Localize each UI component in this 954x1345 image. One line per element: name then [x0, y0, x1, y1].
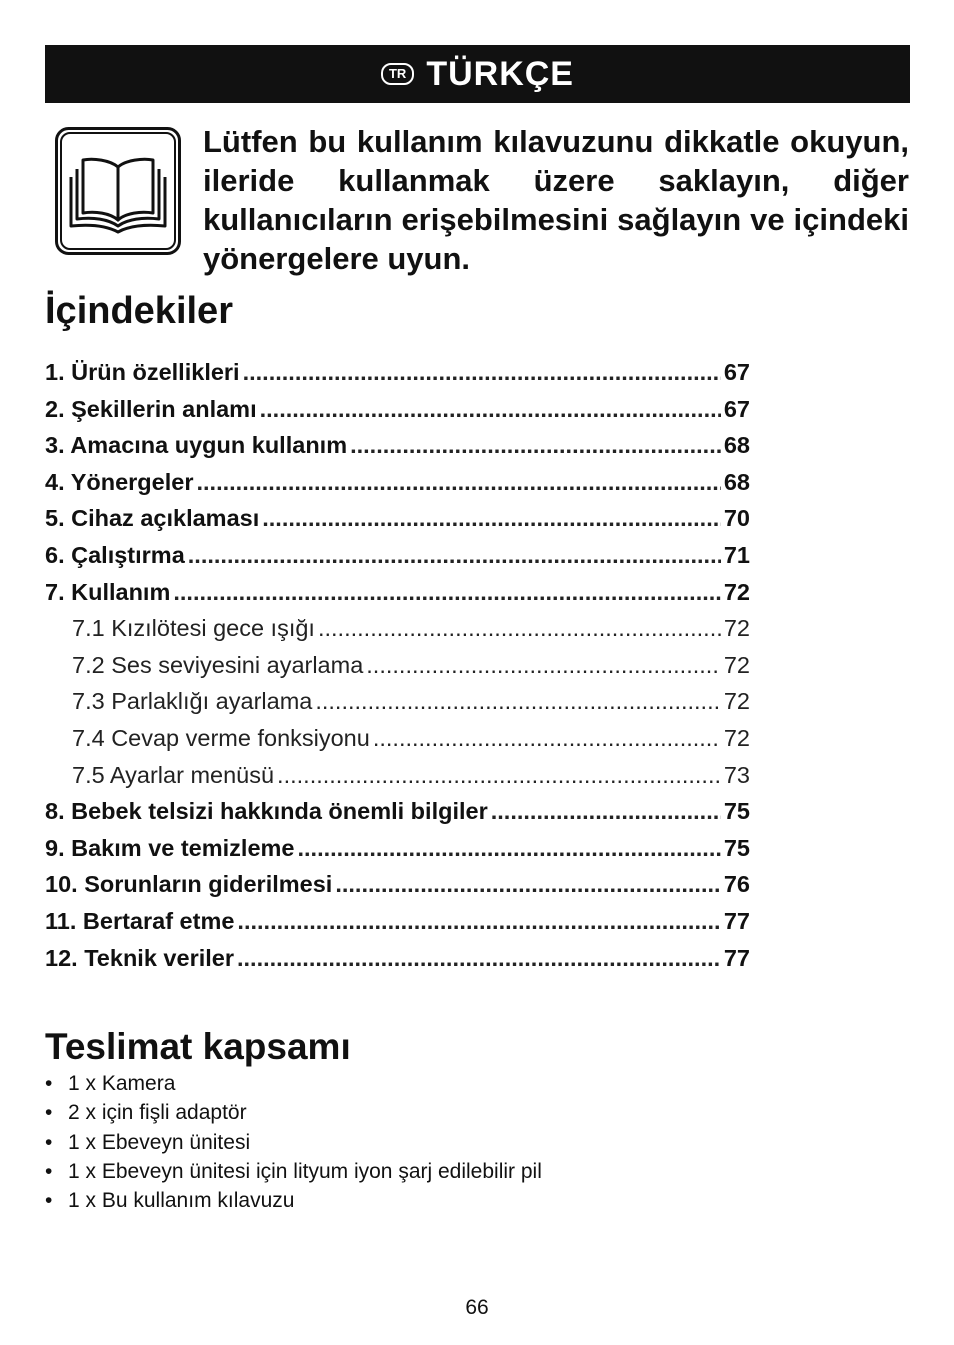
toc-dot-leader [350, 427, 721, 464]
toc-entry-page: 77 [723, 907, 750, 934]
toc-entry-page: 68 [723, 432, 750, 459]
read-manual-icon [55, 127, 181, 255]
toc-entry-label: 4. Yönergeler [45, 468, 194, 495]
toc-entry-label: 6. Çalıştırma [45, 541, 185, 568]
toc-entry-page: 75 [723, 798, 750, 825]
delivery-item [45, 1128, 542, 1157]
toc-entry-page: 72 [723, 724, 750, 751]
toc-entry [45, 427, 750, 464]
toc-entry-page: 75 [723, 834, 750, 861]
toc-entry-page: 72 [723, 688, 750, 715]
bullet-icon: • [45, 1101, 53, 1125]
delivery-item-text: 1 x Kamera [68, 1072, 176, 1095]
delivery-item [45, 1098, 542, 1127]
toc-dot-leader [373, 720, 721, 757]
toc-entry-label: 7. Kullanım [45, 578, 171, 605]
toc-entry-page: 77 [723, 944, 750, 971]
toc-entry [45, 647, 750, 684]
toc-entry-label: 7.3 Parlaklığı ayarlama [72, 688, 313, 715]
bullet-icon: • [45, 1072, 53, 1095]
delivery-item-text: 1 x Ebeveyn ünitesi [68, 1130, 251, 1154]
toc-entry-page: 76 [723, 871, 750, 898]
toc-entry-label: 7.1 Kızılötesi gece ışığı [72, 615, 315, 642]
toc-entry-label: 7.2 Ses seviyesini ayarlama [72, 651, 364, 678]
toc-entry-label: 10. Sorunların giderilmesi [45, 871, 333, 898]
language-header-bar [45, 45, 910, 103]
toc-dot-leader [335, 866, 721, 903]
toc-dot-leader [188, 537, 721, 574]
toc-entry-page: 72 [723, 615, 750, 642]
toc-entry [45, 683, 750, 720]
toc-dot-leader [315, 683, 721, 720]
toc-entry-page: 71 [723, 541, 750, 568]
toc-dot-leader [237, 903, 720, 940]
toc-entry-label: 12. Teknik veriler [45, 944, 234, 971]
toc-entry-label: 7.5 Ayarlar menüsü [72, 761, 275, 788]
toc-dot-leader [237, 940, 721, 977]
toc-entry [45, 391, 750, 428]
toc-entry [45, 500, 750, 537]
language-code-badge: TR [381, 63, 414, 85]
bullet-icon: • [45, 1130, 53, 1154]
delivery-item-text: 2 x için fişli adaptör [68, 1101, 247, 1125]
delivery-item [45, 1186, 542, 1215]
toc-entry-label: 3. Amacına uygun kullanım [45, 432, 348, 459]
toc-entry-label: 7.4 Cevap verme fonksiyonu [72, 724, 370, 751]
toc-dot-leader [196, 464, 720, 501]
delivery-item-text: 1 x Bu kullanım kılavuzu [68, 1189, 295, 1213]
toc-entry [45, 464, 750, 501]
toc-entry-label: 9. Bakım ve temizleme [45, 834, 295, 861]
delivery-item [45, 1069, 542, 1098]
bullet-icon: • [45, 1189, 53, 1213]
toc-entry [45, 574, 750, 611]
toc-entry [45, 720, 750, 757]
toc-entry [45, 866, 750, 903]
toc-entry [45, 903, 750, 940]
toc-entry-page: 67 [723, 395, 750, 422]
toc-entry [45, 354, 750, 391]
toc-dot-leader [173, 574, 720, 611]
language-title: TÜRKÇE [426, 54, 574, 93]
toc-entry [45, 940, 750, 977]
toc-entry-page: 68 [723, 468, 750, 495]
toc-entry-page: 73 [723, 761, 750, 788]
delivery-heading: Teslimat kapsamı [45, 1026, 351, 1067]
toc-dot-leader [260, 391, 721, 428]
toc-dot-leader [491, 793, 721, 830]
toc-entry-label: 2. Şekillerin anlamı [45, 395, 257, 422]
bullet-icon: • [45, 1159, 53, 1183]
toc-heading: İçindekiler [45, 290, 233, 332]
toc-entry [45, 537, 750, 574]
toc-dot-leader [298, 830, 721, 867]
toc-entry-page: 70 [723, 505, 750, 532]
delivery-list [45, 1069, 542, 1215]
toc-entry-label: 1. Ürün özellikleri [45, 359, 240, 385]
toc-dot-leader [366, 647, 721, 684]
toc-entry-page: 67 [723, 359, 750, 385]
toc-dot-leader [277, 757, 721, 794]
toc-dot-leader [243, 354, 721, 391]
toc-dot-leader [262, 500, 721, 537]
toc-entry-label: 11. Bertaraf etme [45, 907, 235, 934]
toc-entry-label: 5. Cihaz açıklaması [45, 505, 260, 532]
toc-entry [45, 757, 750, 794]
intro-instructions: Lütfen bu kullanım kılavuzunu dikkatle okuyun, ileride kullanmak üzere saklayın, diğer kullanıcıların erişebilmesini sağlayın ve içindeki yönergelere uyun. [203, 124, 909, 276]
page-number: 66 [465, 1296, 489, 1319]
toc-dot-leader [318, 610, 721, 647]
delivery-item-text: 1 x Ebeveyn ünitesi için lityum iyon şarj edilebilir pil [68, 1159, 542, 1183]
delivery-item [45, 1157, 542, 1186]
toc-entry [45, 793, 750, 830]
toc-entry-page: 72 [723, 578, 750, 605]
toc-entry-page: 72 [723, 651, 750, 678]
table-of-contents [45, 354, 750, 976]
toc-entry [45, 830, 750, 867]
toc-entry [45, 610, 750, 647]
toc-entry-label: 8. Bebek telsizi hakkında önemli bilgiler [45, 798, 488, 825]
